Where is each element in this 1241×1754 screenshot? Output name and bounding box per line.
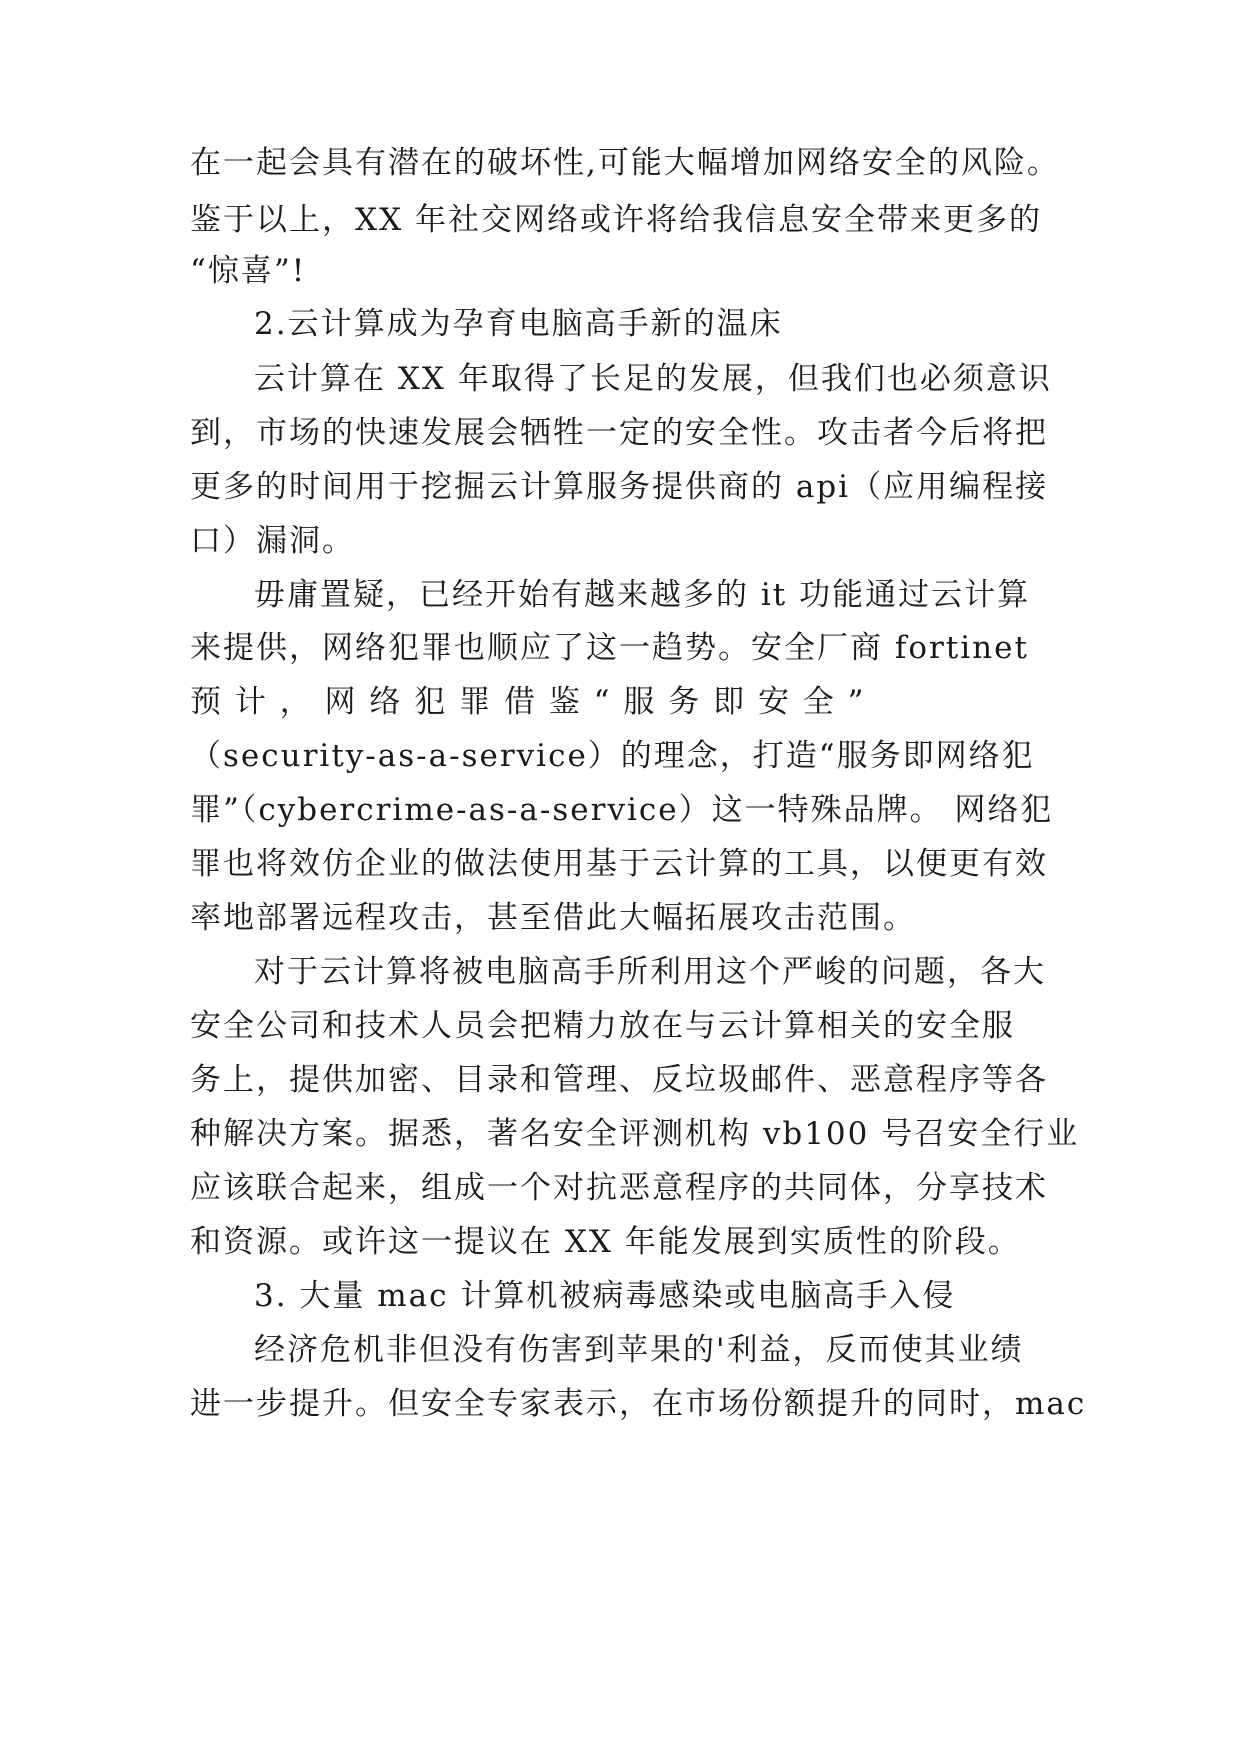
text-line: （security-as-a-service）的理念，打造“服务即网络犯 [190,738,1035,774]
text-line: 和资源。或许这一提议在 XX 年能发展到实质性的阶段。 [190,1224,1021,1260]
text-line: 罪也将效仿企业的做法使用基于云计算的工具，以便更有效 [190,846,1048,882]
text-line: 口）漏洞。 [190,523,355,559]
text-line: 种解决方案。据悉，著名安全评测机构 vb100 号召安全行业 [190,1116,1080,1152]
text-line: 罪”（cybercrime-as-a-service）这一特殊品牌。 网络犯 [190,792,1054,828]
text-line: 对于云计算将被电脑高手所利用这个严峻的问题，各大 [254,954,1046,990]
text-line: 应该联合起来，组成一个对抗恶意程序的共同体，分享技术 [190,1170,1048,1206]
text-line: 安全公司和技术人员会把精力放在与云计算相关的安全服 [190,1008,1015,1044]
text-line: 更多的时间用于挖掘云计算服务提供商的 api（应用编程接 [190,469,1049,505]
section-heading: 3. 大量 mac 计算机被病毒感染或电脑高手入侵 [254,1278,956,1314]
text-line: 务上，提供加密、目录和管理、反垃圾邮件、恶意程序等各 [190,1062,1048,1098]
text-line: 云计算在 XX 年取得了长足的发展，但我们也必须意识 [254,361,1052,397]
text-line: 鉴于以上，XX 年社交网络或许将给我信息安全带来更多的 [190,202,1042,238]
text-line: “惊喜”! [190,253,307,289]
text-line: 预 计 ， 网 络 犯 罪 借 鉴 “ 服 务 即 安 全 ” [190,684,866,720]
text-line: 率地部署远程攻击，甚至借此大幅拓展攻击范围。 [190,900,916,936]
text-line: 经济危机非但没有伤害到苹果的'利益，反而使其业绩 [254,1332,1024,1368]
text-line: 来提供，网络犯罪也顺应了这一趋势。安全厂商 fortinet [190,630,1029,666]
section-heading: 2.云计算成为孕育电脑高手新的温床 [254,306,783,342]
text-line: 进一步提升。但安全专家表示，在市场份额提升的同时，mac [190,1386,1087,1422]
text-line: 毋庸置疑，已经开始有越来越多的 it 功能通过云计算 [254,577,1031,613]
text-line: 到，市场的快速发展会牺牲一定的安全性。攻击者今后将把 [190,415,1048,451]
text-line: 在一起会具有潜在的破坏性,可能大幅增加网络安全的风险。 [190,145,1060,181]
